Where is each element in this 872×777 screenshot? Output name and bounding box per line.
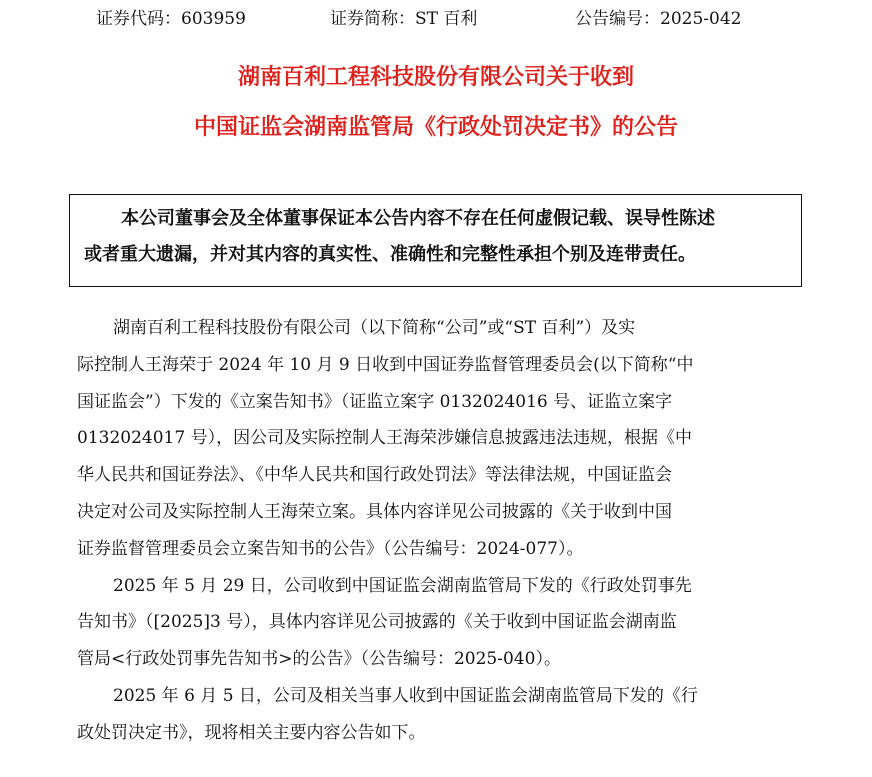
body-line: 证券监督管理委员会立案告知书的公告》（公告编号：2024-077）。: [77, 538, 584, 559]
body-line: 湖南百利工程科技股份有限公司（以下简称“公司”或“ST 百利”）及实: [113, 318, 636, 338]
body-line: 决定对公司及实际控制人王海荣立案。具体内容详见公司披露的《关于收到中国: [77, 501, 672, 522]
body-line: 告知书》（[2025]3 号），具体内容详见公司披露的《关于收到中国证监会湖南监: [77, 612, 677, 633]
title-line-1: 湖南百利工程科技股份有限公司关于收到: [237, 65, 634, 90]
stock-code: 证券代码：603959: [96, 9, 246, 29]
body-line: 华人民共和国证券法》、《中华人民共和国行政处罚法》等法律法规，中国证监会: [77, 465, 672, 486]
board-statement-box: [69, 194, 802, 287]
board-statement-line-2: 或者重大遗漏，并对其内容的真实性、准确性和完整性承担个别及连带责任。: [84, 244, 696, 265]
body-line: 管局<行政处罚事先告知书>的公告》（公告编号：2025-040）。: [77, 649, 561, 670]
body-line: 0132024017 号），因公司及实际控制人王海荣涉嫌信息披露违法违规，根据《中: [77, 428, 693, 449]
document-header: [0, 6, 872, 32]
body-line: 际控制人王海荣于 2024 年 10 月 9 日收到中国证券监督管理委员会(以下简称“中: [77, 354, 694, 375]
body-line: 国证监会”）下发的《立案告知书》（证监立案字 0132024016 号、证监立案字: [77, 391, 673, 412]
body-line: 政处罚决定书》，现将相关主要内容公告如下。: [77, 722, 426, 743]
body-line: 2025 年 5 月 29 日，公司收到中国证监会湖南监管局下发的《行政处罚事先: [113, 575, 692, 596]
stock-short-name: 证券简称：ST 百利: [330, 9, 478, 29]
board-statement-line-1: 本公司董事会及全体董事保证本公告内容不存在任何虚假记载、误导性陈述: [121, 208, 715, 229]
title-line-2: 中国证监会湖南监管局《行政处罚决定书》的公告: [193, 115, 678, 140]
body-line: 2025 年 6 月 5 日，公司及相关当事人收到中国证监会湖南监管局下发的《行: [113, 685, 698, 706]
body-content: [77, 310, 797, 752]
announcement-number: 公告编号：2025-042: [575, 9, 742, 29]
